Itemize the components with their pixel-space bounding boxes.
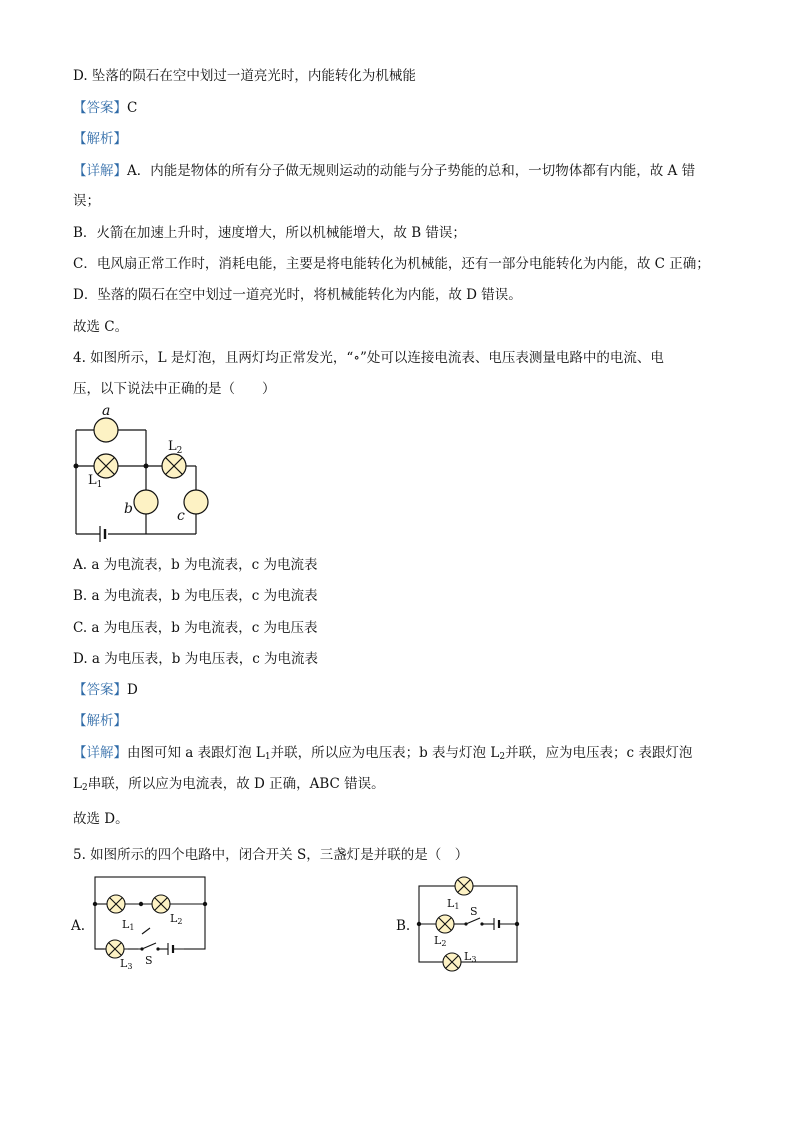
label-c: c (177, 508, 185, 524)
q5-circuit-a (90, 872, 220, 972)
q4-detail-line1: 【详解】由图可知 a 表跟灯泡 $L_1$并联，所以应为电压表；b 表与灯泡 $L_2$并联，应为电压表；c 表跟灯泡 (73, 745, 693, 762)
lamp-l1-icon (94, 454, 118, 478)
answer-tag: 【答案】 (73, 100, 127, 116)
q3-detail-d: D．坠落的陨石在空中划过一道亮光时，将机械能转化为内能，故 D 错误。 (73, 287, 522, 303)
q4-option-a: A. a 为电流表，b 为电流表，c 为电流表 (73, 557, 318, 573)
q3-conclusion: 故选 C。 (73, 319, 129, 335)
label-l2: $L_2$ (168, 439, 183, 456)
q3-detail-line1 (73, 161, 695, 181)
detail-tag: 【详解】 (73, 745, 127, 761)
lamp-l2-icon (152, 895, 170, 913)
q4-analysis-tag: 【解析】 (73, 713, 127, 729)
meter-a (94, 418, 118, 442)
q5-circuit-b (414, 874, 524, 974)
q4-option-b: B. a 为电流表，b 为电压表，c 为电流表 (73, 588, 318, 604)
lamp-l1-icon (107, 895, 125, 913)
label-l3: L3 (464, 950, 477, 964)
q3-detail-c: C．电风扇正常工作时，消耗电能，主要是将电能转化为机械能，还有一部分电能转化为内能，故 C 正确； (73, 256, 710, 272)
q4-circuit-diagram (60, 398, 230, 548)
answer-value: C (127, 100, 138, 116)
q3-answer (73, 98, 137, 118)
label-l3: L3 (120, 957, 133, 971)
lamp-l2-icon (162, 454, 186, 478)
lamp-l3-icon (106, 940, 124, 958)
q3-analysis-tag: 【解析】 (73, 131, 127, 147)
label-l1: L1 (447, 897, 460, 911)
answer-tag: 【答案】 (73, 682, 127, 698)
q4-detail-line2: $L_2$串联，所以应为电流表，故 D 正确，ABC 错误。 (73, 776, 385, 793)
q4-stem-line1: 4. 如图所示，L 是灯泡，且两灯均正常发光，“∘”处可以连接电流表、电压表测量电路中的电流、电 (73, 350, 664, 366)
lamp-l2-icon (436, 915, 454, 933)
q4-stem-line2: 压，以下说法中正确的是（ ） (73, 381, 276, 397)
q3-detail-line2: 误； (73, 193, 100, 209)
label-l1: $L_1$ (88, 473, 103, 490)
detail-text: A．内能是物体的所有分子做无规则运动的动能与分子势能的总和，一切物体都有内能，故 A 错 (127, 163, 696, 179)
label-a: a (102, 403, 111, 419)
meter-c (184, 490, 208, 514)
q3-detail-b: B．火箭在加速上升时，速度增大，所以机械能增大，故 B 错误； (73, 225, 466, 241)
q4-conclusion: 故选 D。 (73, 811, 129, 827)
label-switch: S (470, 905, 478, 918)
label-l1: L1 (122, 918, 135, 932)
lamp-l1-icon (455, 877, 473, 895)
q3-option-d: D. 坠落的陨石在空中划过一道亮光时，内能转化为机械能 (73, 68, 416, 84)
label-l2: L2 (434, 934, 447, 948)
label-b: b (124, 501, 133, 517)
q4-option-c: C. a 为电压表，b 为电流表，c 为电压表 (73, 620, 318, 636)
answer-value: D (127, 682, 138, 698)
meter-b (134, 490, 158, 514)
q5-option-a-label: A. (71, 918, 86, 934)
label-switch: S (145, 954, 153, 967)
detail-tag: 【详解】 (73, 163, 127, 179)
q4-option-d: D. a 为电压表，b 为电压表，c 为电流表 (73, 651, 319, 667)
label-l2: L2 (170, 912, 183, 926)
lamp-l3-icon (443, 953, 461, 971)
q5-option-b-label: B. (396, 918, 411, 934)
q4-answer (73, 680, 138, 700)
q5-stem: 5. 如图所示的四个电路中，闭合开关 S，三盏灯是并联的是（ ） (73, 847, 469, 863)
